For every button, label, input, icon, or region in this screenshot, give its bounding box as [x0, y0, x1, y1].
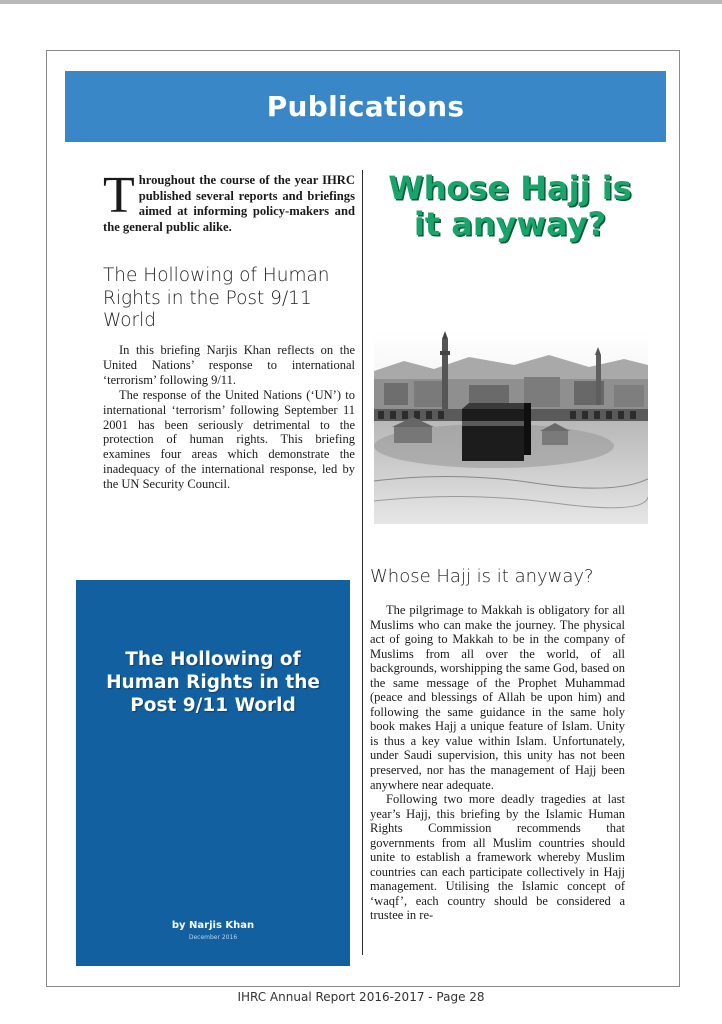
- kaaba-photo: [374, 331, 648, 524]
- right-article-heading: Whose Hajj is it anyway?: [370, 566, 594, 587]
- banner-title: Publications: [266, 90, 465, 123]
- page-footer: IHRC Annual Report 2016-2017 - Page 28: [237, 990, 485, 1004]
- feature-title: Whose Hajj is it anyway?: [388, 169, 632, 243]
- right-article-body: [370, 603, 625, 923]
- right-paragraph-2: Following two more deadly tragedies at last year’s Hajj, this briefing by the Islamic Human Rights Commission recommends that governments from all Muslim countries should unite to establish a framework whereby Muslim countries can each participate collectively in Hajj management. Utilising the Islamic concept of ‘waqf’, each country should be considered a trustee in re-: [370, 792, 625, 923]
- section-banner: [65, 71, 666, 142]
- cover-title: The Hollowing of Human Rights in the Post 9/11 World: [106, 649, 320, 716]
- report-cover: [76, 580, 350, 966]
- left-article-body: [103, 343, 355, 492]
- cover-date: December 2016: [188, 934, 238, 941]
- left-paragraph-2: The response of the United Nations (‘UN’) to international ‘terrorism’ following September 11 2001 has been seriously detrimental to the protection of human rights. This briefing examines four areas which demonstrate the inadequacy of the international response, led by the UN Security Council.: [103, 387, 355, 492]
- intro-text: hroughout the course of the year IHRC published several reports and briefings aimed at informing policy-makers and the general public alike.: [103, 173, 355, 234]
- left-article-heading: The Hollowing of Human Rights in the Post 9/11 World: [103, 265, 330, 331]
- intro-paragraph: [103, 167, 355, 235]
- left-paragraph-1: In this briefing Narjis Khan reflects on the United Nations’ response to international ‘terrorism’ following 9/11.: [103, 343, 355, 387]
- right-paragraph-1: The pilgrimage to Makkah is obligatory for all Muslims who can make the journey. The physical act of going to Makkah to be in the company of Muslims from all over the world, of all backgrounds, worshipping the same God, based on the same message of the Prophet Muhammad (peace and blessings of Allah be upon him) and following the same guidance in the same holy book makes Hajj a unique feature of Islam. Unity is thus a key value within Islam. Unfortunately, under Saudi supervision, this unity has not been preserved, nor has the management of Hajj been anywhere near adequate.: [370, 603, 625, 792]
- top-strip: [0, 0, 722, 4]
- drop-cap: T: [103, 167, 135, 224]
- cover-author: by Narjis Khan: [171, 920, 255, 931]
